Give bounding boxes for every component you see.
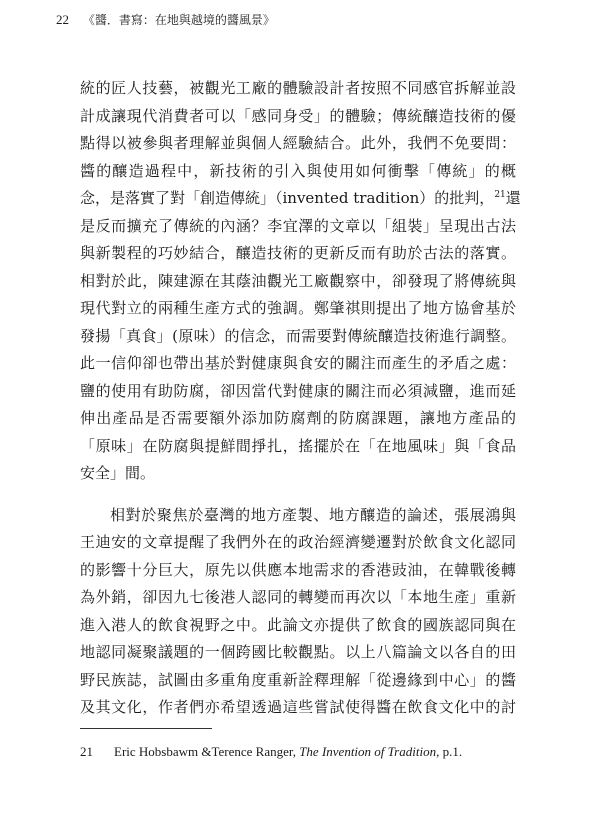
page-number: 22 — [56, 12, 69, 27]
text-line: 現代對立的兩種生產方式的強調。鄭肇祺則提出了地方協會基於 — [80, 299, 516, 317]
text-line: 相對於此，陳建源在其蔭油觀光工廠觀察中，卻發現了將傳統與 — [80, 271, 516, 290]
text-segment: 念，是落實了對「創造傳統」（invented tradition）的批判， — [80, 189, 495, 207]
text-line: 計成讓現代消費者可以「感同身受」的體驗；傳統釀造技術的優 — [80, 106, 516, 125]
footnote-divider — [80, 728, 212, 729]
footnote-reference[interactable]: 21 — [494, 190, 506, 200]
paragraph-2 — [80, 502, 516, 722]
running-head — [56, 12, 275, 28]
text-line: 安全」間。 — [80, 464, 156, 482]
text-line: 相對於聚焦於臺灣的地方產製、地方釀造的論述，張展鴻與 — [110, 505, 516, 524]
text-line: 地認同凝聚議題的一個跨國比較觀點。以上八篇論文以各自的田 — [80, 643, 516, 661]
footnote-number: 21 — [80, 744, 93, 759]
text-line-with-footnote — [80, 185, 521, 213]
footnote-21 — [80, 743, 516, 761]
text-line: 的影響十分巨大，原先以供應本地需求的香港豉油，在韓戰後轉 — [80, 560, 516, 579]
text-line: 醬的釀造過程中，新技術的引入與使用如何衝擊「傳統」的概 — [80, 161, 516, 180]
text-line: 統的匠人技藝，被觀光工廠的體驗設計者按照不同感官拆解並設 — [80, 79, 516, 97]
text-line: 及其文化，作者們亦希望透過這些嘗試使得醬在飲食文化中的討 — [80, 698, 516, 716]
text-line: 野民族誌，試圖由多重角度重新詮釋理解「從邊緣到中心」的醬 — [80, 670, 516, 689]
paragraph-gap — [80, 488, 516, 502]
text-line: 點得以被參與者理解並與個人經驗結合。此外，我們不免要問： — [80, 134, 516, 152]
text-line: 鹽的使用有助防腐，卻因當代對健康的關注而必須減鹽，進而延 — [80, 381, 516, 400]
text-line: 為外銷，卻因九七後港人認同的轉變而再次以「本地生產」重新 — [80, 588, 516, 606]
body-text — [80, 75, 521, 722]
text-line: 發揚「真食」(原味）的信念，而需要對傳統釀造技術進行調整。 — [80, 326, 516, 345]
text-line: 此一信仰卻也帶出基於對健康與食安的關注而產生的矛盾之處： — [80, 354, 516, 372]
footnote-page: , p.1. — [436, 744, 463, 759]
footnote-book-title: The Invention of Tradition — [299, 744, 437, 759]
text-line: 是反而擴充了傳統的內涵？李宜澤的文章以「組裝」呈現出古法 — [80, 216, 516, 235]
footnote-authors: Eric Hobsbawm &Terence Ranger, — [114, 744, 300, 759]
text-line: 王迪安的文章提醒了我們外在的政治經濟變遷對於飲食文化認同 — [80, 533, 516, 551]
book-title: 《醬．書寫：在地與越境的醬風景》 — [82, 13, 275, 27]
text-line: 與新製程的巧妙結合，釀造技術的更新反而有助於古法的落實。 — [80, 244, 516, 262]
paragraph-1 — [80, 75, 521, 488]
text-line: 伸出產品是否需要額外添加防腐劑的防腐課題，讓地方產品的 — [80, 409, 516, 427]
text-line: 進入港人的飲食視野之中。此論文亦提供了飲食的國族認同與在 — [80, 615, 516, 634]
text-line: 「原味」在防腐與提鮮間掙扎，搖擺於在「在地風味」與「食品 — [80, 436, 516, 455]
text-segment: 還 — [505, 189, 521, 207]
